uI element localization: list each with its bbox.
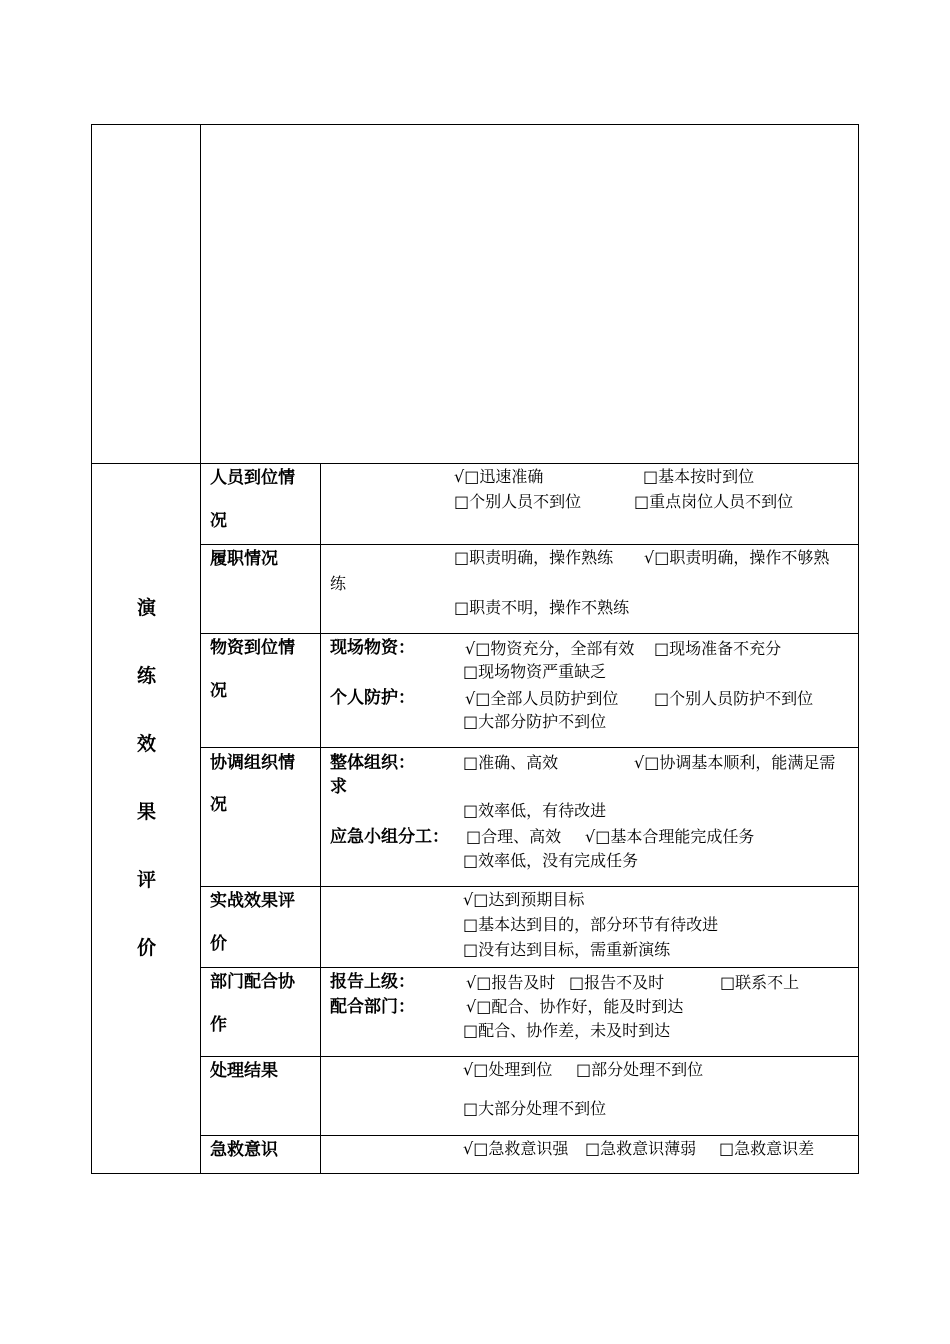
row-divider: [200, 1135, 859, 1136]
row-label: 物资到位情: [210, 638, 295, 658]
option: □急救意识差: [719, 1139, 815, 1158]
option-checked: √□达到预期目标: [463, 890, 585, 909]
row-label: 急救意识: [210, 1140, 278, 1160]
row-divider: [200, 747, 859, 748]
row-label: 履职情况: [210, 549, 278, 569]
option-checked: √□处理到位: [463, 1060, 553, 1079]
row-label: 处理结果: [210, 1061, 278, 1081]
option-checked: √□迅速准确: [454, 467, 544, 486]
row-label: 人员到位情: [210, 468, 295, 488]
option: □现场物资严重缺乏: [463, 662, 607, 681]
option: □联系不上: [720, 973, 800, 992]
option: □职责不明，操作不熟练: [454, 598, 630, 617]
row-label: 况: [210, 511, 227, 531]
option-checked: √□报告及时: [466, 973, 556, 992]
option-checked: √□职责明确，操作不够熟: [644, 548, 830, 567]
option-checked: √□协调基本顺利，能满足需: [634, 753, 836, 772]
option: □重点岗位人员不到位: [634, 492, 794, 511]
section-label-char: 演: [137, 597, 157, 619]
option-checked: √□基本合理能完成任务: [585, 827, 755, 846]
table-border-left: [91, 124, 92, 1174]
option: □配合、协作差，未及时到达: [463, 1021, 671, 1040]
row-label: 作: [210, 1015, 227, 1035]
option-checked: √□物资充分，全部有效: [465, 639, 635, 658]
sub-label: 现场物资：: [330, 638, 415, 658]
section-label-char: 价: [137, 937, 157, 959]
table-border-right: [858, 124, 859, 1174]
row-divider-top-section: [91, 463, 859, 464]
option: □合理、高效: [466, 827, 562, 846]
option: □基本达到目的，部分环节有待改进: [463, 915, 719, 934]
section-label-char: 评: [137, 869, 157, 891]
section-label-char: 效: [137, 733, 157, 755]
option: □效率低，有待改进: [463, 801, 607, 820]
col-divider-1: [200, 124, 201, 1174]
option-checked: √□全部人员防护到位: [465, 689, 619, 708]
sub-label: 报告上级：: [330, 972, 415, 992]
option: □急救意识薄弱: [585, 1139, 697, 1158]
row-label: 部门配合协: [210, 972, 295, 992]
option: □现场准备不充分: [654, 639, 782, 658]
row-label: 协调组织情: [210, 753, 295, 773]
row-label: 况: [210, 681, 227, 701]
option: □效率低，没有完成任务: [463, 851, 639, 870]
option: □准确、高效: [463, 753, 559, 772]
option-continuation: 练: [330, 574, 347, 593]
col-divider-2: [320, 463, 321, 1174]
option: □职责明确，操作熟练: [454, 548, 614, 567]
row-divider: [200, 544, 859, 545]
option: □基本按时到位: [643, 467, 755, 486]
option: □部分处理不到位: [576, 1060, 704, 1079]
table-border-bottom: [91, 1173, 859, 1174]
row-divider: [200, 1056, 859, 1057]
row-divider: [200, 967, 859, 968]
option: □大部分处理不到位: [463, 1099, 607, 1118]
sub-label: 整体组织：: [330, 753, 415, 773]
section-label-char: 练: [137, 665, 157, 687]
option: □没有达到目标，需重新演练: [463, 940, 671, 959]
option: □个别人员防护不到位: [654, 689, 814, 708]
sub-label: 个人防护：: [330, 688, 415, 708]
sub-label: 应急小组分工：: [330, 827, 449, 847]
section-label-char: 果: [137, 801, 157, 823]
row-label: 价: [210, 934, 227, 954]
row-label: 实战效果评: [210, 891, 295, 911]
sub-label-continuation: 求: [330, 777, 347, 797]
option: □报告不及时: [569, 973, 665, 992]
option: □个别人员不到位: [454, 492, 582, 511]
row-label: 况: [210, 795, 227, 815]
row-divider: [200, 886, 859, 887]
row-divider: [200, 633, 859, 634]
option: □大部分防护不到位: [463, 712, 607, 731]
option-checked: √□急救意识强: [463, 1139, 569, 1158]
table-border-top: [91, 124, 859, 125]
option-checked: √□配合、协作好，能及时到达: [466, 997, 684, 1016]
sub-label: 配合部门：: [330, 997, 415, 1017]
